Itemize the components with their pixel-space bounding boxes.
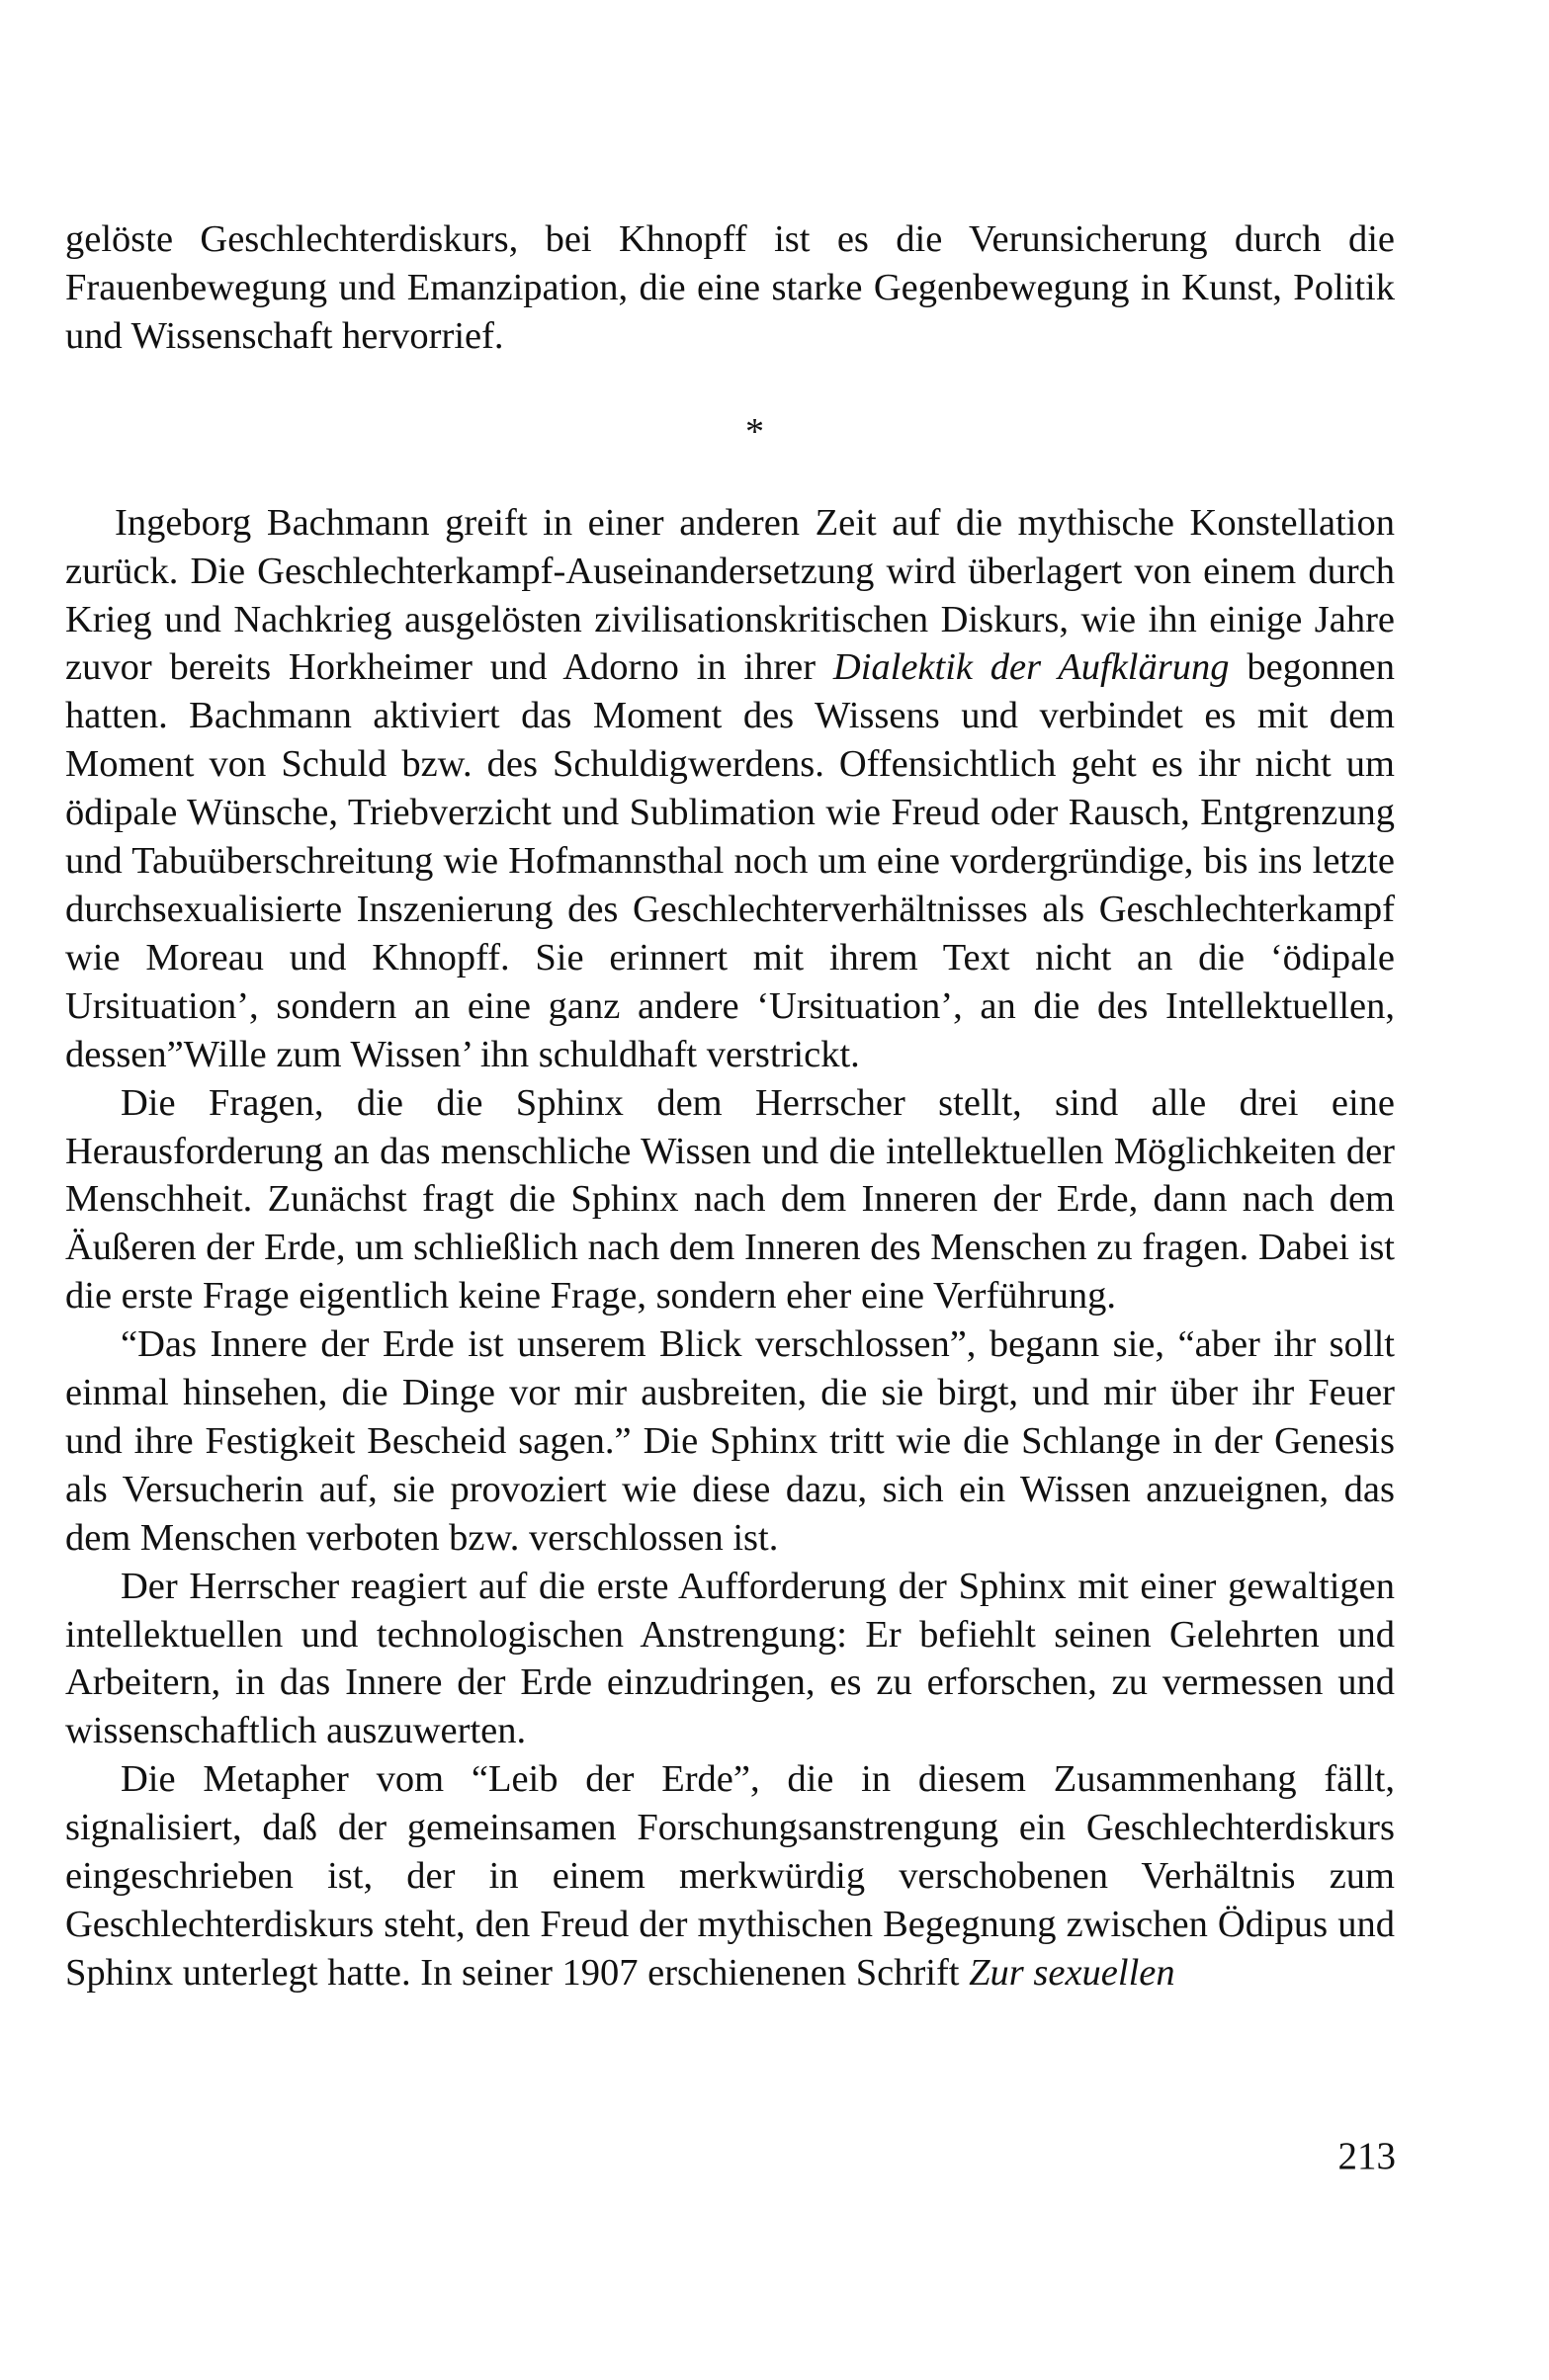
paragraph-1-text: gelöste Geschlechterdiskurs, bei Khnopff ist es die Verunsicherung durch die Frauenbewegung und Emanzipation, die eine starke Gegenbewegung in Kunst, Politik und Wissenschaft hervorrief. xyxy=(65,218,1395,357)
paragraph-1 xyxy=(65,215,1395,361)
page-body xyxy=(65,215,1395,1998)
paragraph-2-text-b: begonnen hatten. Bachmann aktiviert das Moment des Wissens und verbindet es mit dem Moment von Schuld bzw. des Schuldigwerdens. Offensichtlich geht es ihr nicht um ödipale Wünsche, Triebverzicht und Sublimation wie Freud oder Rausch, Entgrenzung und Tabuüberschreitung wie Hofmannsthal noch um eine vordergründige, bis ins letzte durchsexualisierte Inszenierung des Geschlechterverhältnisses als Geschlechterkampf wie Moreau und Khnopff. Sie erinnert mit ihrem Text nicht an die ‘ödipale Ursituation’, sondern an eine ganz andere ‘Ursituation’, an die des Intellektuellen, dessen”Wille zum Wissen’ ihn schuldhaft verstrickt. xyxy=(65,646,1395,1075)
paragraph-4 xyxy=(65,1320,1395,1563)
paragraph-5 xyxy=(65,1563,1395,1756)
paragraph-2-italic-title: Dialektik der Aufklärung xyxy=(832,646,1230,689)
paragraph-6-italic-title: Zur sexuellen xyxy=(969,1951,1175,1994)
paragraph-2 xyxy=(65,499,1395,1079)
paragraph-2-text-a: Ingeborg Bachmann greift in einer anderen Zeit auf die mythische Konstellation zurück. Die Geschlechterkampf-Auseinandersetzung wird überlagert von einem durch Krieg und Nachkrieg ausgelösten zivilisationskritischen Diskurs, wie ihn einige Jahre zuvor bereits Horkheimer und Adorno in ihrer xyxy=(65,501,1395,689)
paragraph-5-text: Der Herrscher reagiert auf die erste Aufforderung der Sphinx mit einer gewaltigen intellektuellen und technologischen Anstrengung: Er befiehlt seinen Gelehrten und Arbeitern, in das Innere der Erde einzudringen, es zu erforschen, zu vermessen und wissenschaftlich auszuwerten. xyxy=(65,1565,1395,1752)
paragraph-3 xyxy=(65,1079,1395,1321)
paragraph-4-text: “Das Innere der Erde ist unserem Blick verschlossen”, begann sie, “aber ihr sollt einmal hinsehen, die Dinge vor mir ausbreiten, die sie birgt, und mir über ihr Feuer und ihre Festigkeit Bescheid sagen.” Die Sphinx tritt wie die Schlange in der Genesis als Versucherin auf, sie provoziert wie diese dazu, sich ein Wissen anzueignen, das dem Menschen verboten bzw. verschlossen ist. xyxy=(65,1323,1395,1559)
paragraph-6-text: Die Metapher vom “Leib der Erde”, die in diesem Zusammenhang fällt, signalisiert, daß der gemeinsamen Forschungsanstrengung ein Geschlechterdiskurs eingeschrieben ist, der in einem merkwürdig verschobenen Verhältnis zum Geschlechterdiskurs steht, den Freud der mythischen Begegnung zwischen Ödipus und Sphinx unterlegt hatte. In seiner 1907 erschienenen Schrift xyxy=(65,1758,1395,1994)
paragraph-6 xyxy=(65,1755,1395,1998)
paragraph-3-text: Die Fragen, die die Sphinx dem Herrscher stellt, sind alle drei eine Herausforderung an das menschliche Wissen und die intellektuellen Möglichkeiten der Menschheit. Zunächst fragt die Sphinx nach dem Inneren der Erde, dann nach dem Äußeren der Erde, um schließlich nach dem Inneren des Menschen zu fragen. Dabei ist die erste Frage eigentlich keine Frage, sondern eher eine Verführung. xyxy=(65,1081,1395,1318)
section-separator: * xyxy=(745,410,764,453)
page-number: 213 xyxy=(1337,2135,1396,2177)
